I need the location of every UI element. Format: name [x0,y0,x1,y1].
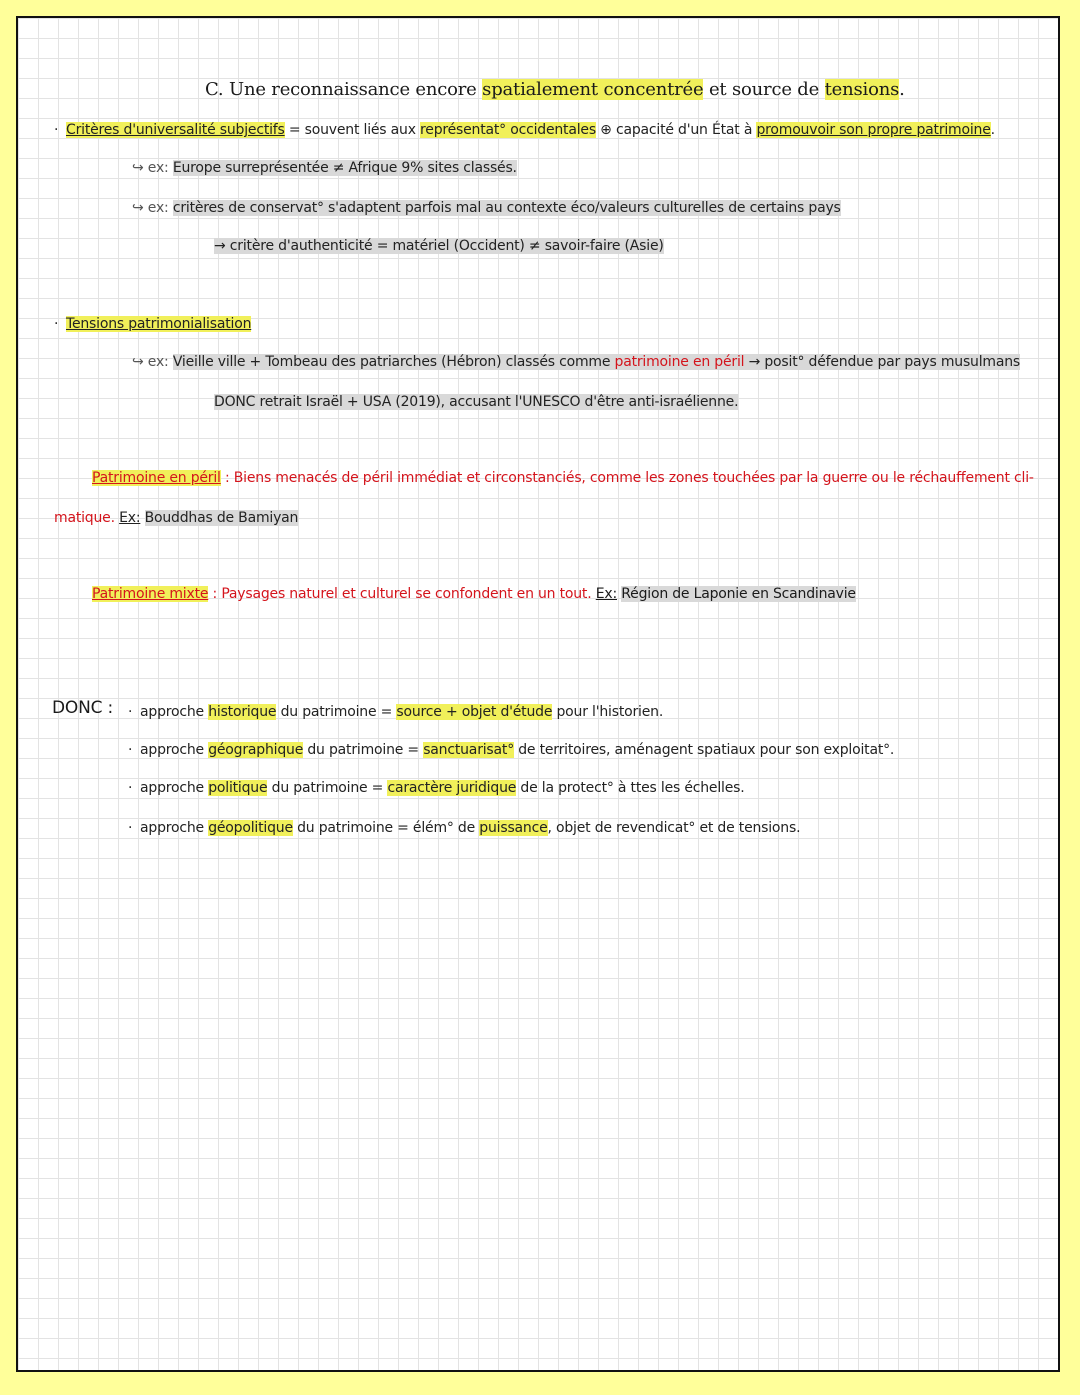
criteres-promo: promouvoir son propre patrimoine [756,122,991,138]
return-arrow-icon: ↪ ex: [132,354,169,370]
criteres-plus: ⊕ capacité d'un État à [595,122,757,138]
tensions-ex-sub: DONC retrait Israël + USA (2019), accusant l'UNESCO d'être anti-israélienne. [214,394,739,410]
tensions-example [132,352,1060,372]
item-end: , objet de revendicat° et de tensions. [547,820,801,836]
item-key: politique [208,780,268,796]
title-mid: et source de [703,79,825,100]
mixte-def: Paysages naturel et culturel se confondent en un tout. [221,586,592,602]
criteres-example-2-sub [214,236,664,256]
conclusion-item: · approche géographique du patrimoine = sanctuarisat° de territoires, aménagent spatiaux pour son exploitat°. [128,742,895,758]
item-pre: approche [140,780,209,796]
bullet-dot: · [54,316,59,332]
item-post: du patrimoine = élém° de [292,820,480,836]
item-key: historique [208,704,277,720]
item-pre: approche [140,704,209,720]
tensions-line [54,314,251,334]
item-post: du patrimoine = [276,704,397,720]
conclusion-item: · approche politique du patrimoine = caractère juridique de la protect° à ttes les échelles. [128,780,745,796]
bullet-dot: · [54,122,59,138]
title-end: tensions [824,79,900,100]
criteres-rep: représentat° occidentales [420,122,596,138]
tensions-ex-red: patrimoine en péril [614,354,745,370]
tensions-ex-b: → posit° défendue par pays musulmans [744,354,1020,370]
section-title [205,80,905,100]
mixte-colon: : [208,586,222,602]
item-end: pour l'historien. [552,704,664,720]
peril-def: Biens menacés de péril immédiat et circonstanciés, comme les zones touchées par la guerre ou le réchauffement cli- [233,470,1034,486]
criteres-ex2-text: critères de conservat° s'adaptent parfois mal au contexte éco/valeurs culturelles de certains pays [172,200,841,216]
tensions-heading: Tensions patrimonialisation [66,316,252,332]
notebook-page [16,16,1060,1372]
title-highlight: spatialement concentrée [482,79,704,100]
peril-ex-text: Bouddhas de Bamiyan [144,510,299,526]
item-end: de territoires, aménagent spatiaux pour son exploitat°. [514,742,895,758]
title-start: C. Une reconnaissance encore [205,79,483,100]
peril-definition [92,468,1056,488]
item-hl: sanctuarisat° [423,742,514,758]
mixte-definition [92,584,856,604]
conclusion-item: · approche géopolitique du patrimoine = élém° de puissance, objet de revendicat° et de tensions. [128,820,801,836]
criteres-example-2 [132,198,841,218]
tensions-example-sub [214,392,738,412]
criteres-eq: = souvent liés aux [284,122,421,138]
return-arrow-icon: ↪ ex: [132,200,169,216]
item-key: géographique [208,742,304,758]
conclusion-item: · approche historique du patrimoine = source + objet d'étude pour l'historien. [128,704,664,720]
criteres-ex2-sub: → critère d'authenticité = matériel (Occident) ≠ savoir-faire (Asie) [214,238,664,254]
return-arrow-icon: ↪ ex: [132,160,169,176]
criteres-dot: . [990,122,995,138]
criteres-example-1 [132,158,517,178]
criteres-heading: Critères d'universalité subjectifs [66,122,285,138]
item-hl: caractère juridique [387,780,517,796]
peril-term: Patrimoine en péril [92,470,221,486]
mixte-term: Patrimoine mixte [92,586,209,602]
peril-colon: : [220,470,234,486]
peril-definition-cont [54,508,298,528]
item-hl: source + objet d'étude [396,704,553,720]
tensions-ex-a: Vieille ville + Tombeau des patriarches (Hébron) classés comme [172,354,615,370]
item-pre: approche [140,742,209,758]
mixte-ex-text: Région de Laponie en Scandinavie [621,586,856,602]
title-dot: . [899,79,905,100]
peril-def-cont: matique. [54,510,115,526]
item-hl: puissance [479,820,548,836]
peril-ex-label: Ex: [119,510,141,526]
mixte-ex-label: Ex: [595,586,617,602]
item-key: géopolitique [208,820,293,836]
criteres-line [54,120,1054,140]
item-pre: approche [140,820,209,836]
item-end: de la protect° à ttes les échelles. [516,780,745,796]
item-post: du patrimoine = [303,742,424,758]
item-post: du patrimoine = [267,780,388,796]
criteres-ex1-text: Europe surreprésentée ≠ Afrique 9% sites classés. [172,160,517,176]
conclusion-label: DONC : [52,698,113,718]
